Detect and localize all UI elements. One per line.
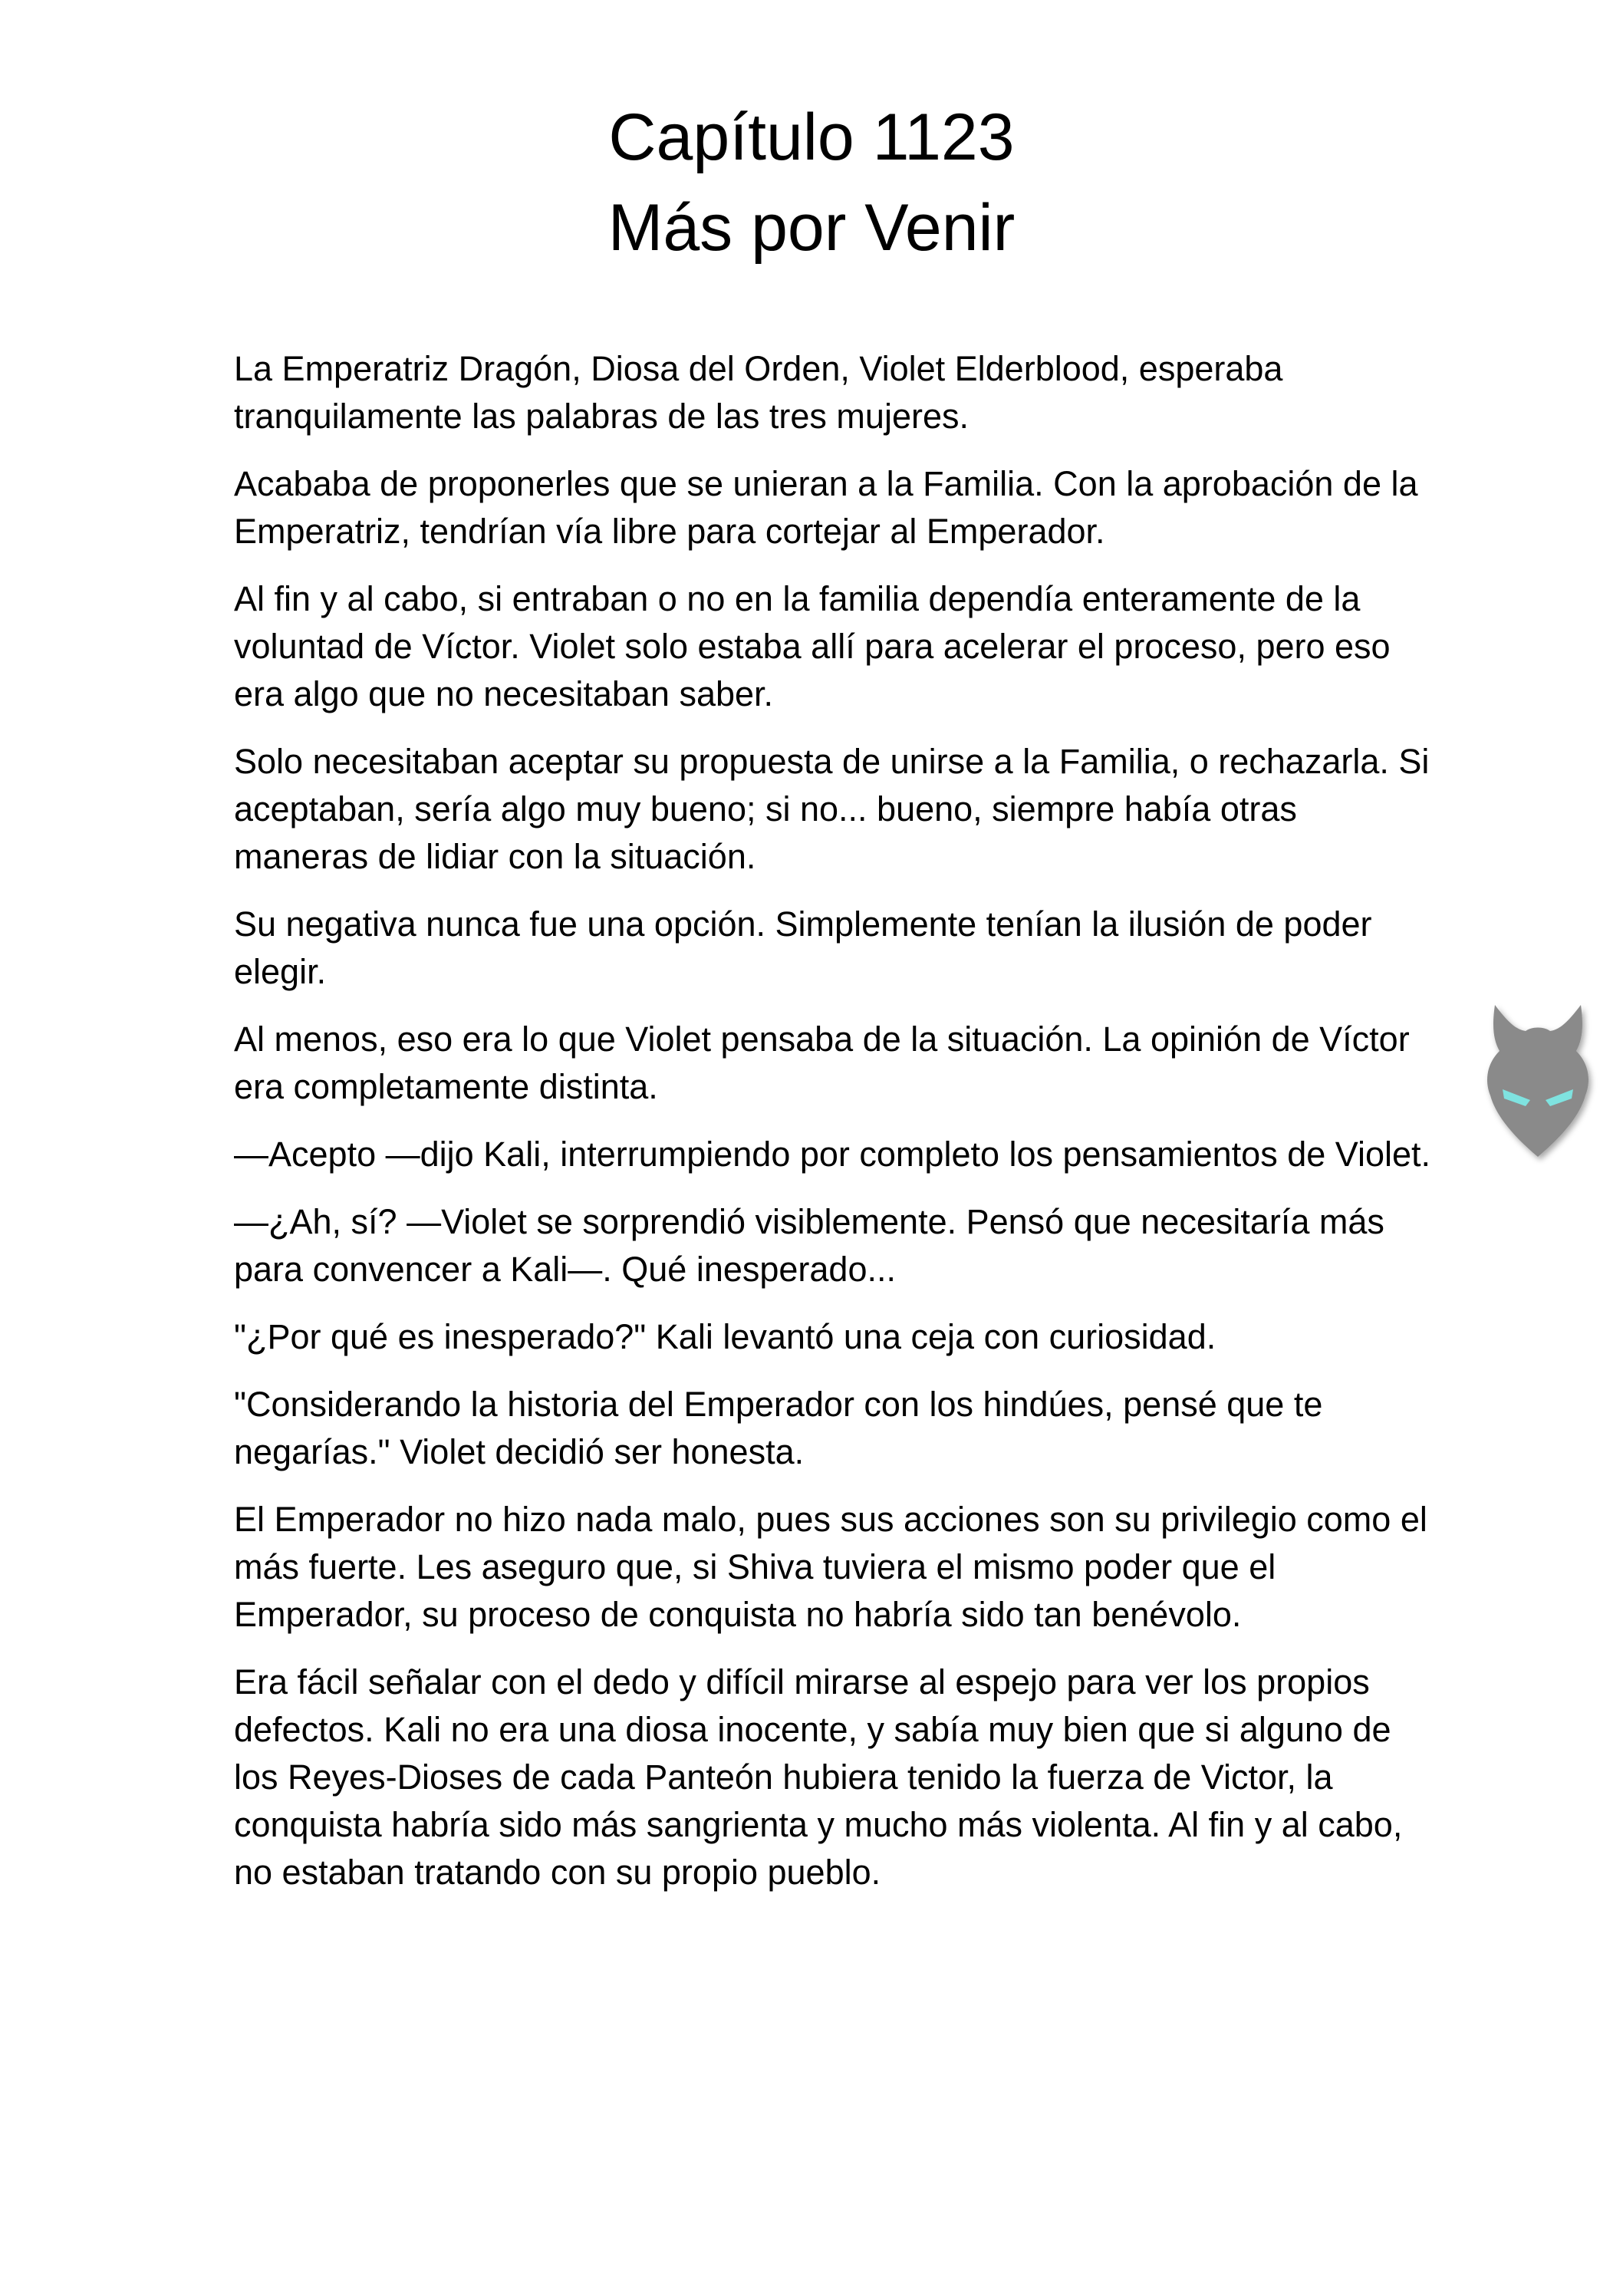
paragraph: Acababa de proponerles que se unieran a la Familia. Con la aprobación de la Emperatriz, tendrían vía libre para cortejar al Emperador. <box>234 464 1418 551</box>
paragraph: El Emperador no hizo nada malo, pues sus acciones son su privilegio como el más fuerte. Les aseguro que, si Shiva tuviera el mismo poder que el Emperador, su proceso de conquista no habría sido tan benévolo. <box>234 1500 1427 1634</box>
chapter-body <box>234 345 1430 1916</box>
paragraph: "¿Por qué es inesperado?" Kali levantó una ceja con curiosidad. <box>234 1317 1216 1356</box>
paragraph: Su negativa nunca fue una opción. Simplemente tenían la ilusión de poder elegir. <box>234 904 1372 991</box>
paragraph: La Emperatriz Dragón, Diosa del Orden, Violet Elderblood, esperaba tranquilamente las palabras de las tres mujeres. <box>234 349 1283 436</box>
chapter-subtitle: Más por Venir <box>607 191 1016 265</box>
demon-head-logo-icon <box>1469 997 1607 1166</box>
chapter-title <box>0 92 1623 273</box>
chapter-number: Capítulo 1123 <box>608 100 1015 174</box>
paragraph: Al fin y al cabo, si entraban o no en la familia dependía enteramente de la voluntad de Víctor. Violet solo estaba allí para acelerar el proceso, pero eso era algo que no necesitaban saber. <box>234 579 1391 713</box>
paragraph: Era fácil señalar con el dedo y difícil mirarse al espejo para ver los propios defectos. Kali no era una diosa inocente, y sabía muy bien que si alguno de los Reyes-Dioses de cada Panteón hubiera tenido la fuerza de Victor, la conquista habría sido más sangrienta y mucho más violenta. Al fin y al cabo, no estaban tratando con su propio pueblo. <box>234 1662 1403 1892</box>
paragraph: "Considerando la historia del Emperador con los hindúes, pensé que te negarías." Violet decidió ser honesta. <box>234 1385 1323 1471</box>
paragraph: —Acepto —dijo Kali, interrumpiendo por completo los pensamientos de Violet. <box>234 1135 1431 1174</box>
paragraph: Solo necesitaban aceptar su propuesta de unirse a la Familia, o rechazarla. Si aceptaban, sería algo muy bueno; si no... bueno, siempre había otras maneras de lidiar con la situación. <box>234 742 1430 876</box>
paragraph: Al menos, eso era lo que Violet pensaba de la situación. La opinión de Víctor era completamente distinta. <box>234 1020 1410 1106</box>
paragraph: —¿Ah, sí? —Violet se sorprendió visiblemente. Pensó que necesitaría más para convencer a Kali—. Qué inesperado... <box>234 1202 1384 1289</box>
